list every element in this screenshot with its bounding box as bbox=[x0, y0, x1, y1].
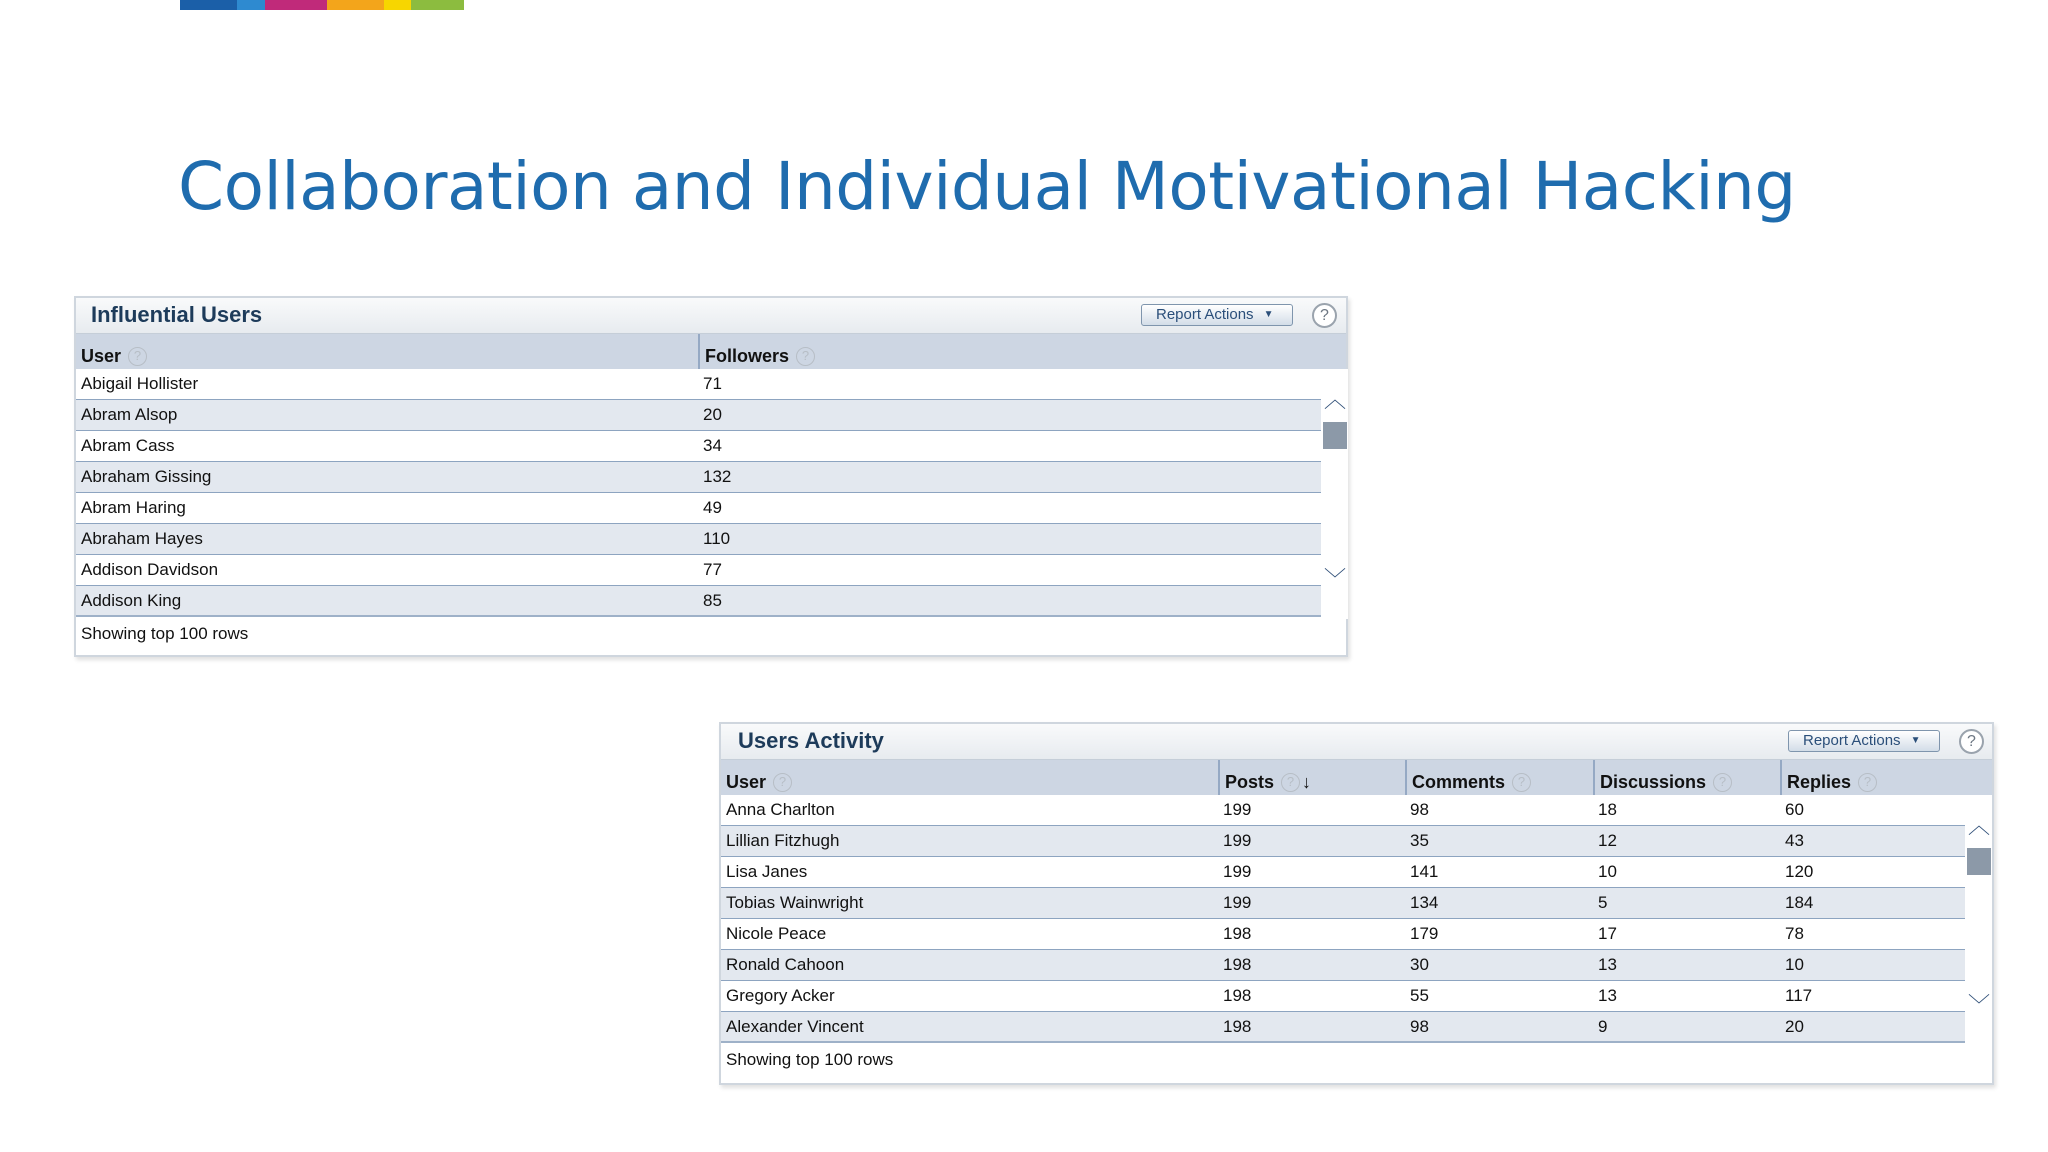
table-body bbox=[721, 795, 1992, 1043]
discussions-cell: 9 bbox=[1598, 1017, 1608, 1036]
caret-down-icon: ▼ bbox=[1910, 735, 1921, 746]
table-row[interactable] bbox=[76, 586, 1321, 617]
posts-cell: 199 bbox=[1223, 862, 1252, 881]
help-circle-icon[interactable]: ? bbox=[1713, 773, 1732, 792]
panel-title: Influential Users bbox=[91, 302, 263, 327]
replies-cell: 43 bbox=[1785, 831, 1804, 850]
user-cell: Abraham Gissing bbox=[81, 467, 212, 486]
table-row[interactable] bbox=[76, 431, 1321, 462]
color-segment bbox=[327, 0, 384, 10]
followers-cell: 34 bbox=[703, 436, 722, 455]
comments-cell: 55 bbox=[1410, 986, 1429, 1005]
scroll-thumb[interactable] bbox=[1967, 848, 1991, 875]
report-actions-button[interactable] bbox=[1788, 730, 1940, 752]
posts-cell: 199 bbox=[1223, 831, 1252, 850]
vertical-scrollbar[interactable] bbox=[1321, 369, 1348, 619]
column-header-comments[interactable] bbox=[1405, 760, 1593, 795]
followers-cell: 71 bbox=[703, 374, 722, 393]
comments-cell: 98 bbox=[1410, 800, 1429, 819]
user-cell: Anna Charlton bbox=[726, 800, 835, 819]
column-header-label: User bbox=[81, 346, 122, 366]
help-circle-icon[interactable]: ? bbox=[773, 773, 792, 792]
table-rows bbox=[721, 795, 1965, 1043]
table-row[interactable] bbox=[76, 369, 1321, 400]
panel-header bbox=[76, 298, 1346, 334]
user-cell: Lillian Fitzhugh bbox=[726, 831, 840, 850]
posts-cell: 199 bbox=[1223, 800, 1252, 819]
followers-cell: 49 bbox=[703, 498, 722, 517]
user-cell: Lisa Janes bbox=[726, 862, 808, 881]
column-header-label: Replies bbox=[1787, 772, 1852, 792]
user-cell: Addison King bbox=[81, 591, 182, 610]
replies-cell: 184 bbox=[1785, 893, 1814, 912]
sort-descending-icon: ↓ bbox=[1302, 772, 1312, 792]
comments-cell: 179 bbox=[1410, 924, 1439, 943]
replies-cell: 78 bbox=[1785, 924, 1804, 943]
help-circle-icon[interactable]: ? bbox=[796, 347, 815, 366]
replies-cell: 60 bbox=[1785, 800, 1804, 819]
replies-cell: 20 bbox=[1785, 1017, 1804, 1036]
report-actions-button[interactable] bbox=[1141, 304, 1293, 326]
user-cell: Abram Cass bbox=[81, 436, 175, 455]
followers-cell: 85 bbox=[703, 591, 722, 610]
table-row[interactable] bbox=[721, 857, 1965, 888]
replies-cell: 120 bbox=[1785, 862, 1814, 881]
color-segment bbox=[411, 0, 464, 10]
column-header-row bbox=[76, 334, 1346, 369]
user-cell: Gregory Acker bbox=[726, 986, 835, 1005]
comments-cell: 134 bbox=[1410, 893, 1439, 912]
column-header-user[interactable] bbox=[76, 334, 698, 369]
posts-cell: 198 bbox=[1223, 924, 1252, 943]
table-row[interactable] bbox=[721, 1012, 1965, 1043]
discussions-cell: 12 bbox=[1598, 831, 1617, 850]
discussions-cell: 17 bbox=[1598, 924, 1617, 943]
help-circle-icon[interactable]: ? bbox=[128, 347, 147, 366]
table-row[interactable] bbox=[721, 795, 1965, 826]
user-cell: Nicole Peace bbox=[726, 924, 827, 943]
column-header-user[interactable] bbox=[721, 760, 1218, 795]
discussions-cell: 10 bbox=[1598, 862, 1617, 881]
color-segment bbox=[237, 0, 265, 10]
chevron-up-icon[interactable]: ︿ bbox=[1324, 387, 1347, 412]
column-header-posts[interactable] bbox=[1218, 760, 1405, 795]
column-header-row bbox=[721, 760, 1992, 795]
table-body bbox=[76, 369, 1346, 617]
table-row[interactable] bbox=[76, 555, 1321, 586]
panel-footer: Showing top 100 rows bbox=[721, 1043, 1992, 1079]
table-row[interactable] bbox=[721, 981, 1965, 1012]
discussions-cell: 13 bbox=[1598, 955, 1617, 974]
chevron-up-icon[interactable]: ︿ bbox=[1968, 813, 1991, 838]
help-circle-icon[interactable]: ? bbox=[1312, 303, 1337, 328]
posts-cell: 199 bbox=[1223, 893, 1252, 912]
user-cell: Abram Alsop bbox=[81, 405, 178, 424]
panel-footer: Showing top 100 rows bbox=[76, 617, 1346, 653]
caret-down-icon: ▼ bbox=[1263, 309, 1274, 320]
influential-users-panel bbox=[74, 296, 1348, 657]
scroll-thumb[interactable] bbox=[1323, 422, 1347, 449]
color-segment bbox=[180, 0, 237, 10]
posts-cell: 198 bbox=[1223, 1017, 1252, 1036]
discussions-cell: 18 bbox=[1598, 800, 1617, 819]
replies-cell: 117 bbox=[1785, 986, 1813, 1005]
user-cell: Alexander Vincent bbox=[726, 1017, 864, 1036]
panel-title: Users Activity bbox=[738, 728, 884, 753]
color-segment bbox=[265, 0, 327, 10]
chevron-down-icon[interactable]: ﹀ bbox=[1324, 567, 1347, 592]
followers-cell: 20 bbox=[703, 405, 722, 424]
comments-cell: 98 bbox=[1410, 1017, 1429, 1036]
help-circle-icon[interactable]: ? bbox=[1281, 773, 1300, 792]
column-header-label: Followers bbox=[705, 346, 790, 366]
slide-title: Collaboration and Individual Motivational Hacking bbox=[178, 148, 1796, 225]
user-cell: Abram Haring bbox=[81, 498, 186, 517]
table-rows bbox=[76, 369, 1321, 617]
column-header-label: Discussions bbox=[1600, 772, 1707, 792]
users-activity-panel bbox=[719, 722, 1994, 1085]
discussions-cell: 5 bbox=[1598, 893, 1608, 912]
user-cell: Abigail Hollister bbox=[81, 374, 199, 393]
help-circle-icon[interactable]: ? bbox=[1959, 729, 1984, 754]
user-cell: Addison Davidson bbox=[81, 560, 219, 579]
column-header-label: Comments bbox=[1412, 772, 1506, 792]
discussions-cell: 13 bbox=[1598, 986, 1617, 1005]
vertical-scrollbar[interactable] bbox=[1965, 795, 1992, 1045]
followers-cell: 77 bbox=[703, 560, 722, 579]
replies-cell: 10 bbox=[1785, 955, 1804, 974]
posts-cell: 198 bbox=[1223, 955, 1252, 974]
table-row[interactable] bbox=[721, 888, 1965, 919]
column-header-followers[interactable] bbox=[698, 334, 1346, 369]
report-actions-label: Report Actions bbox=[1156, 306, 1254, 323]
help-circle-icon[interactable]: ? bbox=[1512, 773, 1531, 792]
brand-color-bar bbox=[180, 0, 464, 10]
user-cell: Ronald Cahoon bbox=[726, 955, 845, 974]
column-header-label: Posts bbox=[1225, 772, 1275, 792]
table-row[interactable] bbox=[76, 524, 1321, 555]
table-row[interactable] bbox=[76, 493, 1321, 524]
panel-header bbox=[721, 724, 1992, 760]
column-header-discussions[interactable] bbox=[1593, 760, 1780, 795]
column-header-label: User bbox=[726, 772, 767, 792]
table-row[interactable] bbox=[721, 919, 1965, 950]
user-cell: Abraham Hayes bbox=[81, 529, 203, 548]
comments-cell: 30 bbox=[1410, 955, 1429, 974]
help-circle-icon[interactable]: ? bbox=[1858, 773, 1877, 792]
table-row[interactable] bbox=[721, 826, 1965, 857]
comments-cell: 141 bbox=[1410, 862, 1439, 881]
report-actions-label: Report Actions bbox=[1803, 732, 1901, 749]
chevron-down-icon[interactable]: ﹀ bbox=[1968, 993, 1991, 1018]
comments-cell: 35 bbox=[1410, 831, 1429, 850]
user-cell: Tobias Wainwright bbox=[726, 893, 864, 912]
column-header-replies[interactable] bbox=[1780, 760, 1992, 795]
color-segment bbox=[384, 0, 411, 10]
followers-cell: 110 bbox=[703, 529, 731, 548]
table-row[interactable] bbox=[76, 462, 1321, 493]
followers-cell: 132 bbox=[703, 467, 732, 486]
table-row[interactable] bbox=[76, 400, 1321, 431]
table-row[interactable] bbox=[721, 950, 1965, 981]
posts-cell: 198 bbox=[1223, 986, 1252, 1005]
